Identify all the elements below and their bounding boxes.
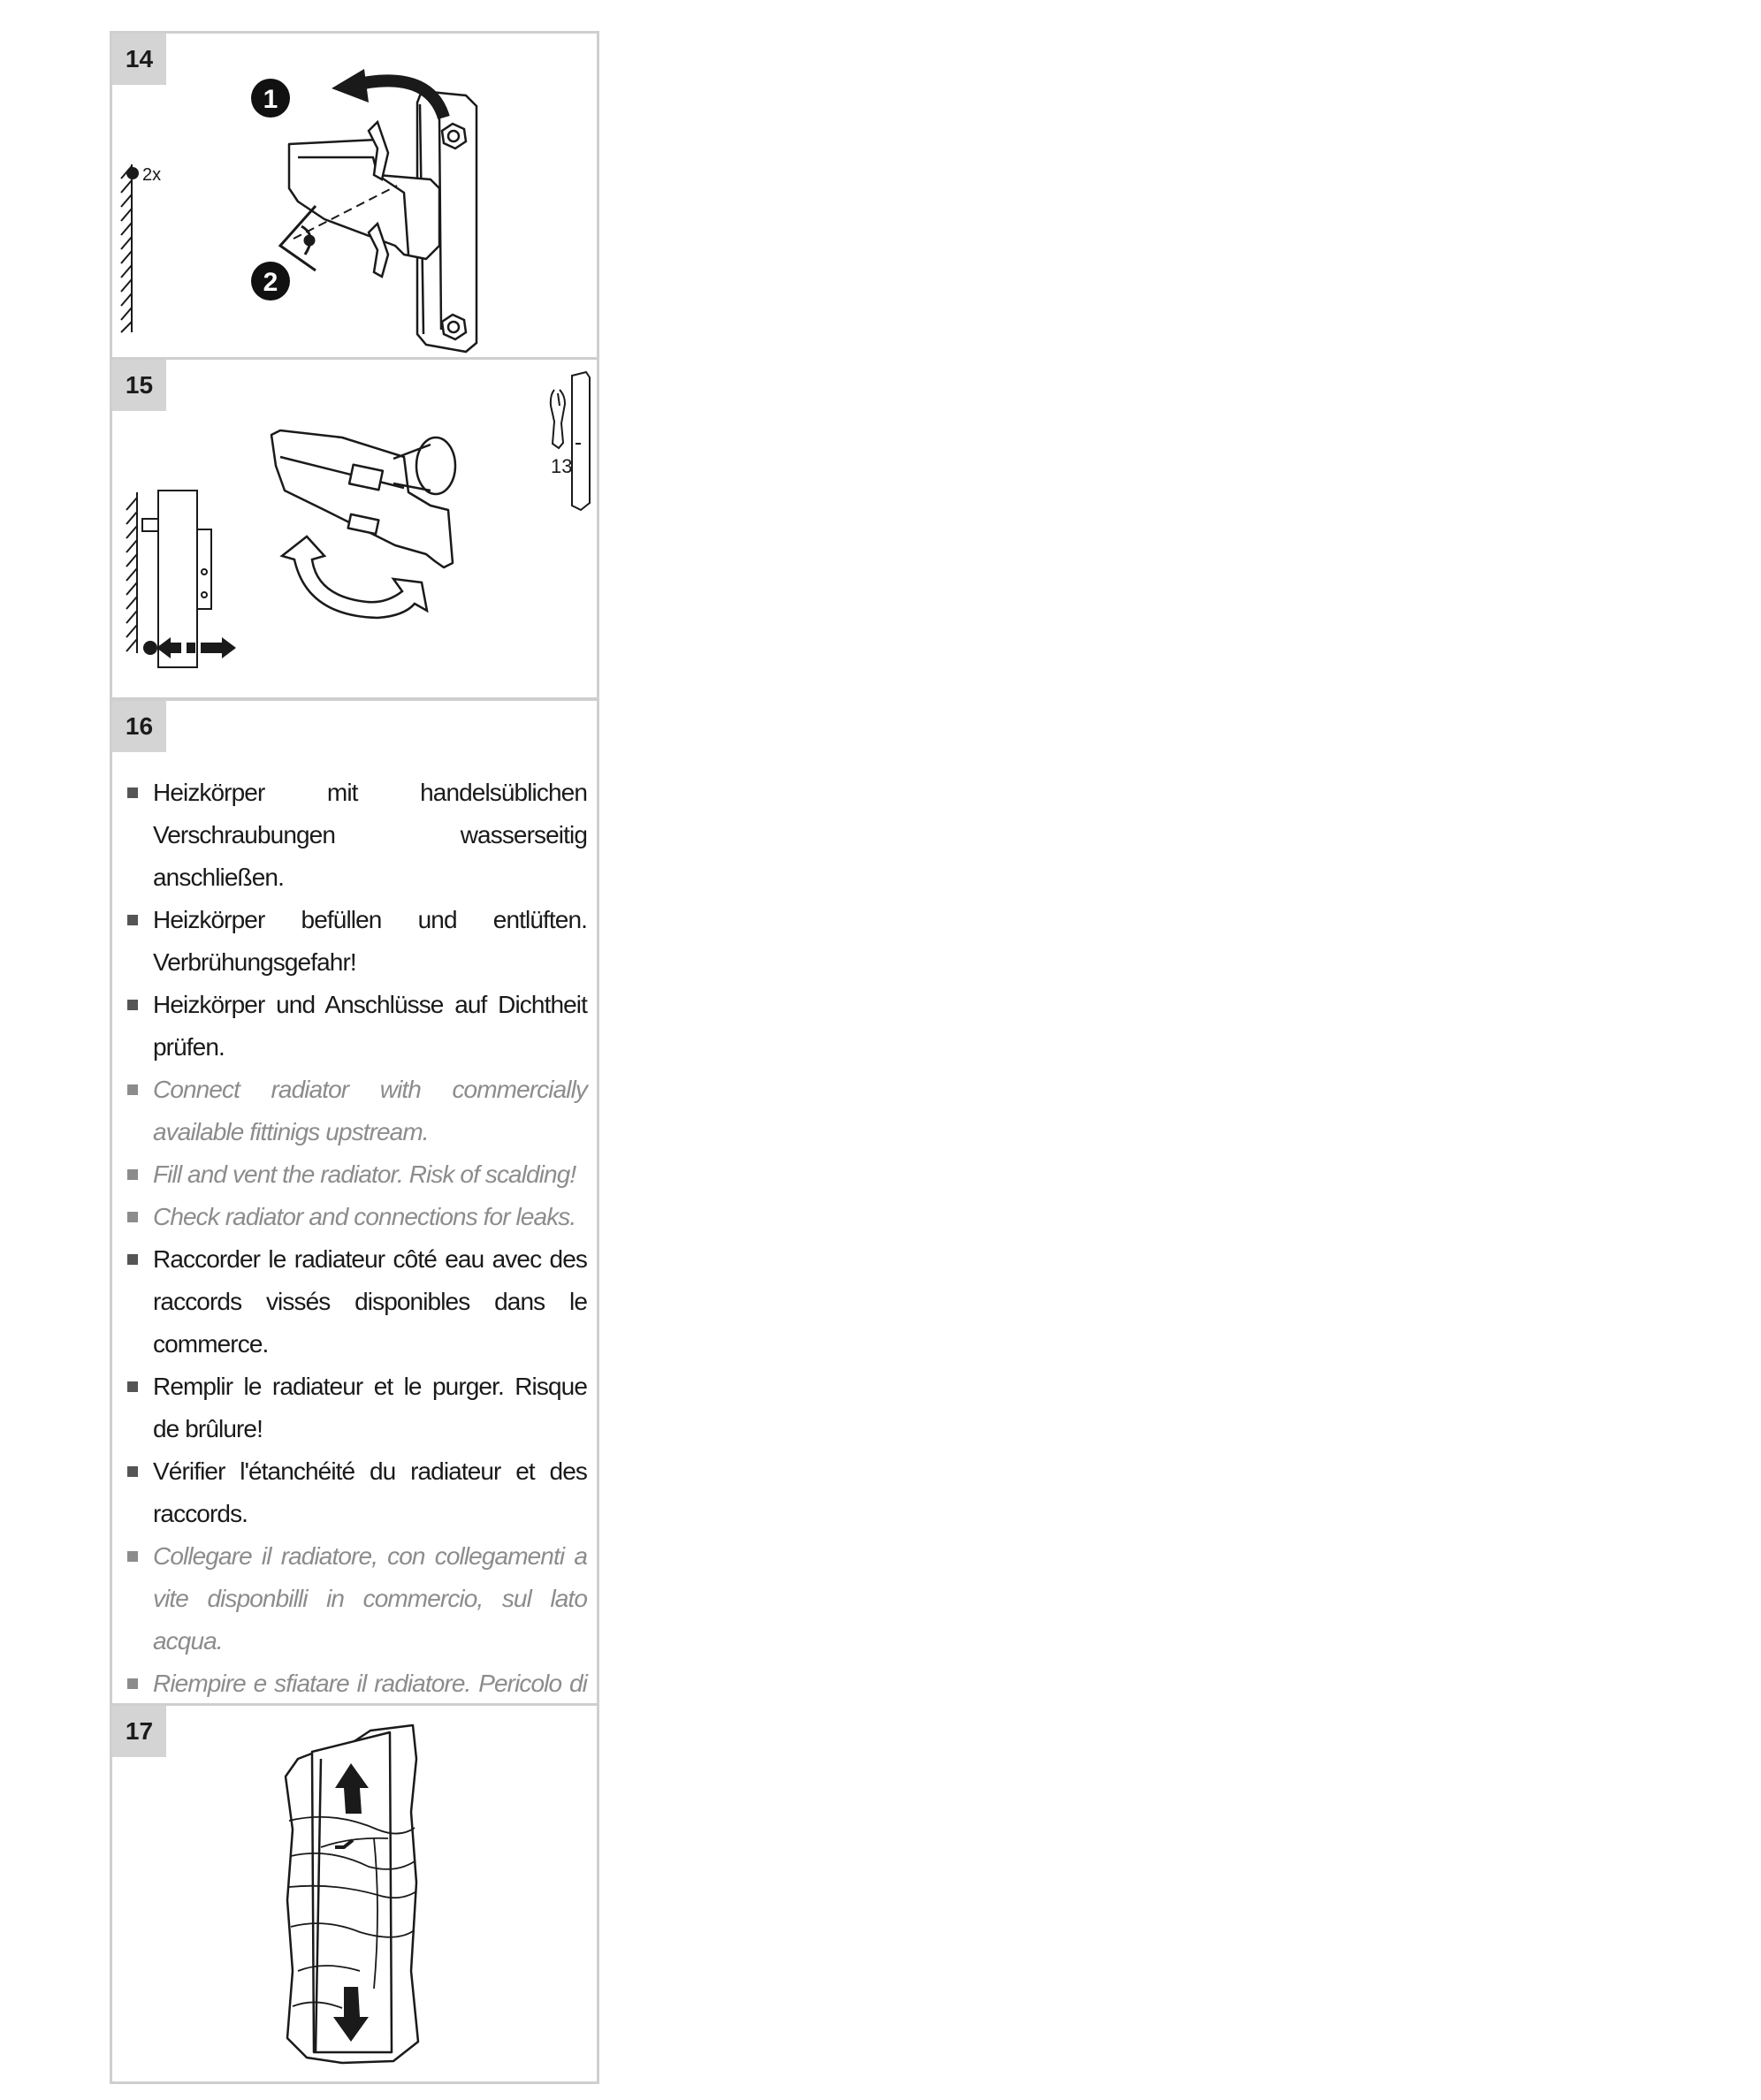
instruction-item: Connect radiator with commercially available fittinigs upstream.	[127, 1069, 587, 1153]
instruction-item: Vérifier l'étanchéité du radiateur et des raccords.	[127, 1450, 587, 1535]
count-label: 2x	[142, 165, 162, 185]
instruction-item: Raccorder le radiateur côté eau avec des raccords vissés disponibles dans le commerce.	[127, 1238, 587, 1366]
side-view-bracket	[142, 491, 211, 667]
step-badge-1	[251, 79, 290, 118]
instruction-item: Heizkörper befüllen und entlüften. Verbrühungsgefahr!	[127, 899, 587, 984]
svg-text:2: 2	[263, 268, 278, 297]
instruction-item: Riempire e sfiatare il radiatore. Pericolo di	[127, 1662, 587, 1747]
drill-point-icon	[143, 641, 157, 655]
wall-hatch	[126, 492, 137, 653]
bracket-rotation-illustration	[112, 360, 597, 697]
instruction-item: Collegare il radiatore, con collegamenti a vite disponbilli in commercio, sul lato acqua.	[127, 1535, 587, 1662]
instruction-item: Heizkörper und Anschlüsse auf Dichtheit prüfen.	[127, 984, 587, 1069]
step-14-panel	[110, 31, 599, 360]
eye-icon	[280, 206, 316, 270]
step-17-panel	[110, 1703, 599, 2084]
drill-point-icon	[126, 167, 139, 179]
step-number: 17	[112, 1706, 166, 1757]
wall-hatch	[121, 164, 132, 332]
step-15-panel	[110, 357, 599, 700]
wrench-size-label: 13	[551, 455, 573, 477]
instruction-item: Check radiator and connections for leaks.	[127, 1196, 587, 1238]
step-number: 16	[112, 701, 166, 752]
step-16-panel	[110, 698, 599, 1706]
wrench-icon	[551, 390, 565, 448]
instruction-item: Remplir le radiateur et le purger. Risque de brûlure!	[127, 1366, 587, 1450]
packaged-radiator-illustration	[112, 1706, 597, 2081]
step-number: 14	[112, 34, 166, 85]
step-badge-2	[251, 262, 290, 301]
bracket-alignment-illustration	[112, 34, 597, 357]
step-number: 15	[112, 360, 166, 411]
svg-text:1: 1	[263, 85, 278, 114]
instruction-item: Heizkörper mit handelsüblichen Verschraubungen wasserseitig anschließen.	[127, 772, 587, 899]
instruction-item: Fill and vent the radiator. Risk of scalding!	[127, 1153, 587, 1196]
bracket-front-profile	[572, 372, 590, 510]
instruction-list	[127, 772, 587, 1832]
